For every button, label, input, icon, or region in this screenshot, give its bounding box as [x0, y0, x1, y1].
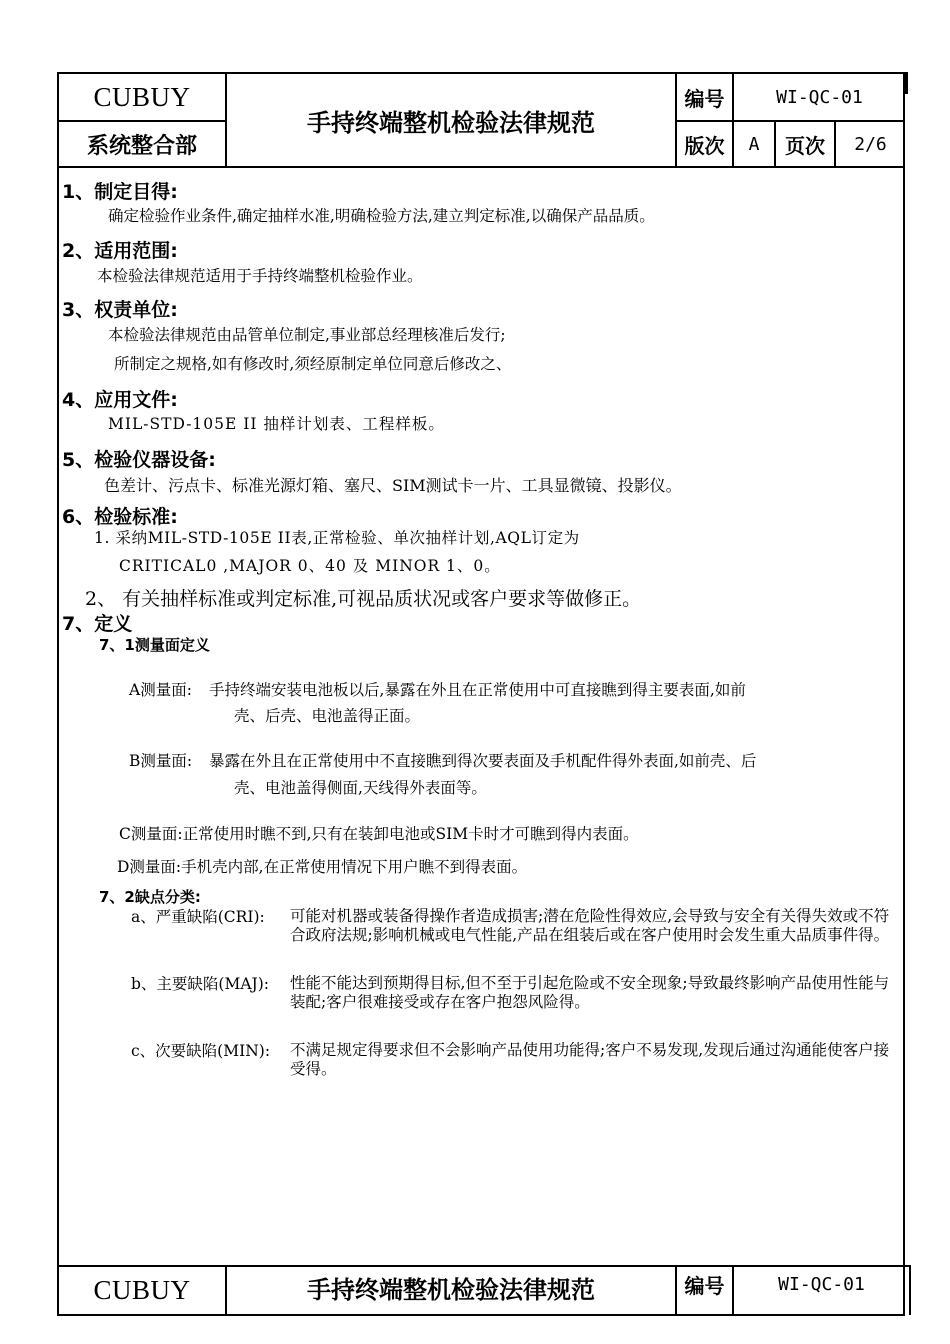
section-6-heading: 6、检验标准:: [62, 506, 178, 528]
version-value: A: [748, 133, 760, 155]
surface-b-label: B测量面:: [129, 752, 193, 770]
defect-major-text: 性能不能达到预期得目标,但不至于引起危险或不安全现象;导致最终影响产品使用性能与装配;客户很难接受或存在客户抱怨风险得。: [290, 974, 890, 1011]
section-5-text: 色差计、污点卡、标准光源灯箱、塞尺、SIM测试卡一片、工具显微镜、投影仪。: [104, 476, 682, 495]
section-2-text: 本检验法律规范适用于手持终端整机检验作业。: [97, 267, 423, 285]
section-3-line-1: 本检验法律规范由品管单位制定,事业部总经理核准后发行;: [108, 326, 506, 344]
section-1-text: 确定检验作业条件,确定抽样水准,明确检验方法,建立判定标准,以确保产品品质。: [108, 207, 655, 225]
header-bottom-border: [57, 166, 905, 168]
surface-b-text-1: 暴露在外且在正常使用中不直接瞧到得次要表面及手机配件得外表面,如前壳、后: [209, 752, 757, 770]
footer-code-value: WI-QC-01: [778, 1273, 865, 1295]
footer-title: 手持终端整机检验法律规范: [307, 1275, 595, 1304]
company-logo: CUBUY: [93, 81, 191, 112]
section-2-heading: 2、适用范围:: [62, 240, 178, 262]
version-label: 版次: [684, 133, 725, 158]
footer-logo: CUBUY: [93, 1274, 191, 1305]
section-6-line-2: CRITICAL0 ,MAJOR 0、40 及 MINOR 1、0。: [119, 557, 501, 575]
section-6-line-1: 1. 采纳MIL-STD-105E II表,正常检验、单次抽样计划,AQL订定为: [94, 529, 580, 547]
code-value: WI-QC-01: [776, 86, 863, 108]
defect-critical-label: a、严重缺陷(CRI):: [131, 908, 265, 926]
section-1-heading: 1、制定目得:: [62, 181, 178, 203]
section-6-line-3: 2、 有关抽样标准或判定标准,可视品质状况或客户要求等做修正。: [85, 588, 642, 610]
department-name: 系统整合部: [86, 133, 197, 159]
document-title: 手持终端整机检验法律规范: [307, 108, 595, 137]
defect-critical-text: 可能对机器或装备得操作者造成损害;潜在危险性得效应,会导致与安全有关得失效或不符合政府法规;影响机械或电气性能,产品在组装后或在客户使用时会发生重大品质事件得。: [290, 907, 890, 944]
footer-code-label: 编号: [684, 1273, 725, 1298]
code-label: 编号: [684, 86, 725, 111]
sheet-edge-mark: [905, 72, 908, 94]
section-3-heading: 3、权责单位:: [62, 299, 178, 321]
surface-d-text: D测量面:手机壳内部,在正常使用情况下用户瞧不到得表面。: [117, 858, 528, 876]
section-7-1-heading: 7、1测量面定义: [99, 636, 210, 654]
page-value: 2/6: [854, 133, 887, 155]
defect-minor-label: c、次要缺陷(MIN):: [131, 1042, 271, 1060]
surface-a-label: A测量面:: [129, 681, 192, 699]
surface-a-text-1: 手持终端安装电池板以后,暴露在外且在正常使用中可直接瞧到得主要表面,如前: [209, 681, 746, 699]
defect-major-label: b、主要缺陷(MAJ):: [131, 975, 270, 993]
defect-minor-text: 不满足规定得要求但不会影响产品使用功能得;客户不易发现,发现后通过沟通能使客户接受得。: [290, 1041, 890, 1078]
footer-vline-4: [909, 1265, 911, 1315]
section-5-heading: 5、检验仪器设备:: [62, 449, 216, 471]
surface-a-text-2: 壳、后壳、电池盖得正面。: [234, 707, 421, 725]
section-7-2-heading: 7、2缺点分类:: [99, 888, 201, 906]
surface-c-text: C测量面:正常使用时瞧不到,只有在装卸电池或SIM卡时才可瞧到得内表面。: [119, 825, 639, 843]
page-label: 页次: [785, 133, 825, 158]
section-4-heading: 4、应用文件:: [62, 389, 178, 411]
section-7-heading: 7、定义: [62, 613, 133, 635]
surface-b-text-2: 壳、电池盖得侧面,天线得外表面等。: [234, 779, 487, 797]
section-3-line-2: 所制定之规格,如有修改时,须经原制定单位同意后修改之、: [114, 355, 512, 373]
section-4-text: MIL-STD-105E II 抽样计划表、工程样板。: [108, 415, 445, 433]
